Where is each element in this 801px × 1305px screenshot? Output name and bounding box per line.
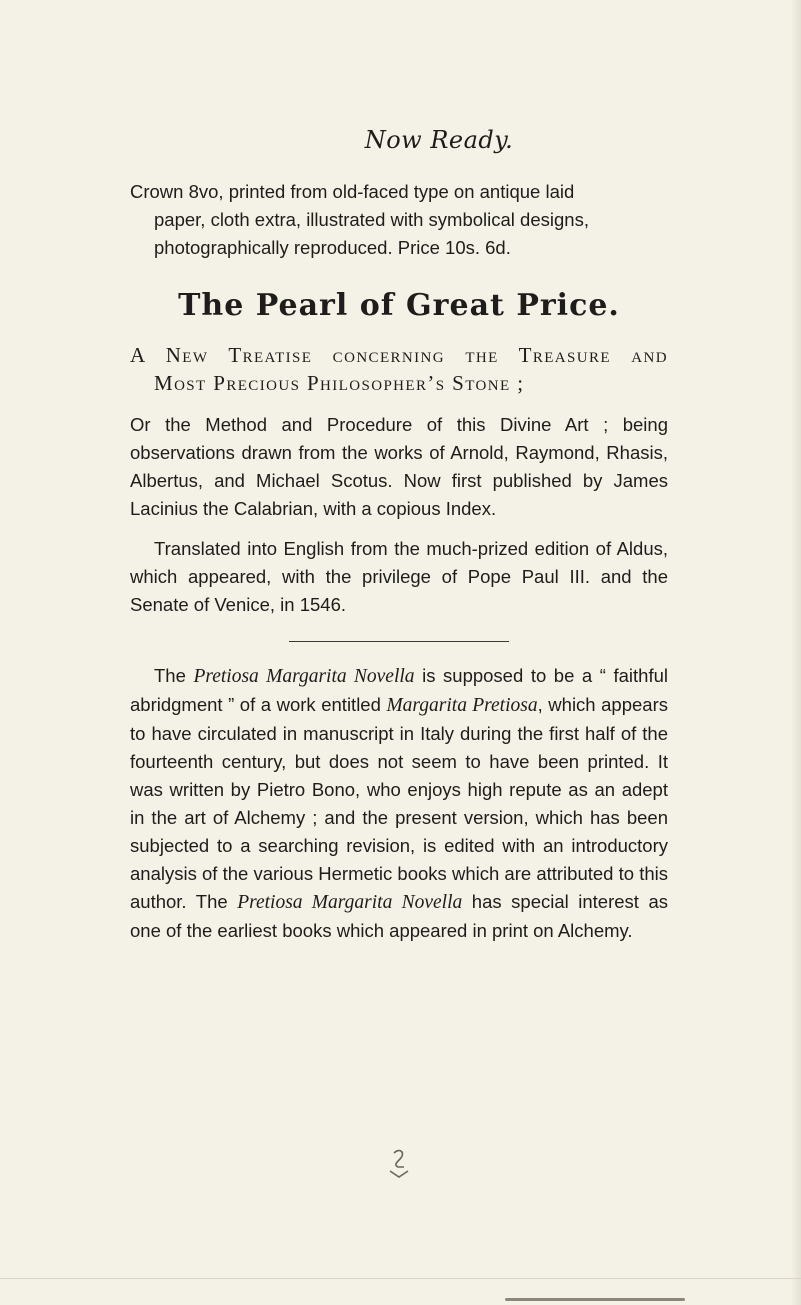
book-title: The Pearl of Great Price. [178,288,620,323]
page-edge-shadow [791,0,801,1305]
subtitle-line-1: A New Treatise concerning the Treasure and [130,343,668,367]
desc-italic-title-2: Margarita Pretiosa [386,695,538,716]
notice-line-3: photographically reproduced. Price 10s. 6d. [154,237,511,258]
desc-text-2: is supposed to be a “ faithful abridgment ” of a work entitled [130,665,668,715]
desc-text-3: , which appears to have circulated in manuscript in Italy during the first half of the fourteenth century, but does not seem to have been printed. It was written by Pietro Bono, who enjoys high repute as an adept in the art of Alchemy ; and the present version, which has been subjected to a searching revision, is edited with an introductory analysis of the various Hermetic books which are attributed to this author. The [130,694,668,912]
method-paragraph: Or the Method and Procedure of this Divine Art ; being observations drawn from the works of Arnold, Raymond, Rhasis, Albertus, and Michael Scotus. Now first published by James Lacinius the Calabrian, with a copious Index. [130,414,668,519]
desc-italic-title-1: Pretiosa Margarita Novella [193,666,415,687]
notice-line-2: paper, cloth extra, illustrated with symbolical designs, [154,209,589,230]
translation-paragraph: Translated into English from the much-prized edition of Aldus, which appeared, with the privilege of Pope Paul III. and the Senate of Venice, in 1546. [130,538,668,615]
advertisement-page [130,126,668,945]
page-bottom-rule [0,1278,801,1279]
subtitle-line-2: Most Precious Philosopher’s Stone ; [154,371,525,395]
page-bottom-mark [505,1298,685,1301]
handwritten-mark-icon [384,1143,414,1183]
desc-italic-title-3: Pretiosa Margarita Novella [237,892,463,913]
page-heading: Now Ready. [364,126,514,154]
edition-notice [130,178,668,262]
desc-text-1: The [154,665,194,686]
description-paragraph [130,662,668,945]
book-subtitle [130,341,668,397]
desc-text-4: has special interest as one of the earliest books which appeared in print on Alchemy. [130,891,668,941]
notice-line-1: Crown 8vo, printed from old-faced type on antique laid [130,181,575,202]
section-divider [289,641,509,642]
